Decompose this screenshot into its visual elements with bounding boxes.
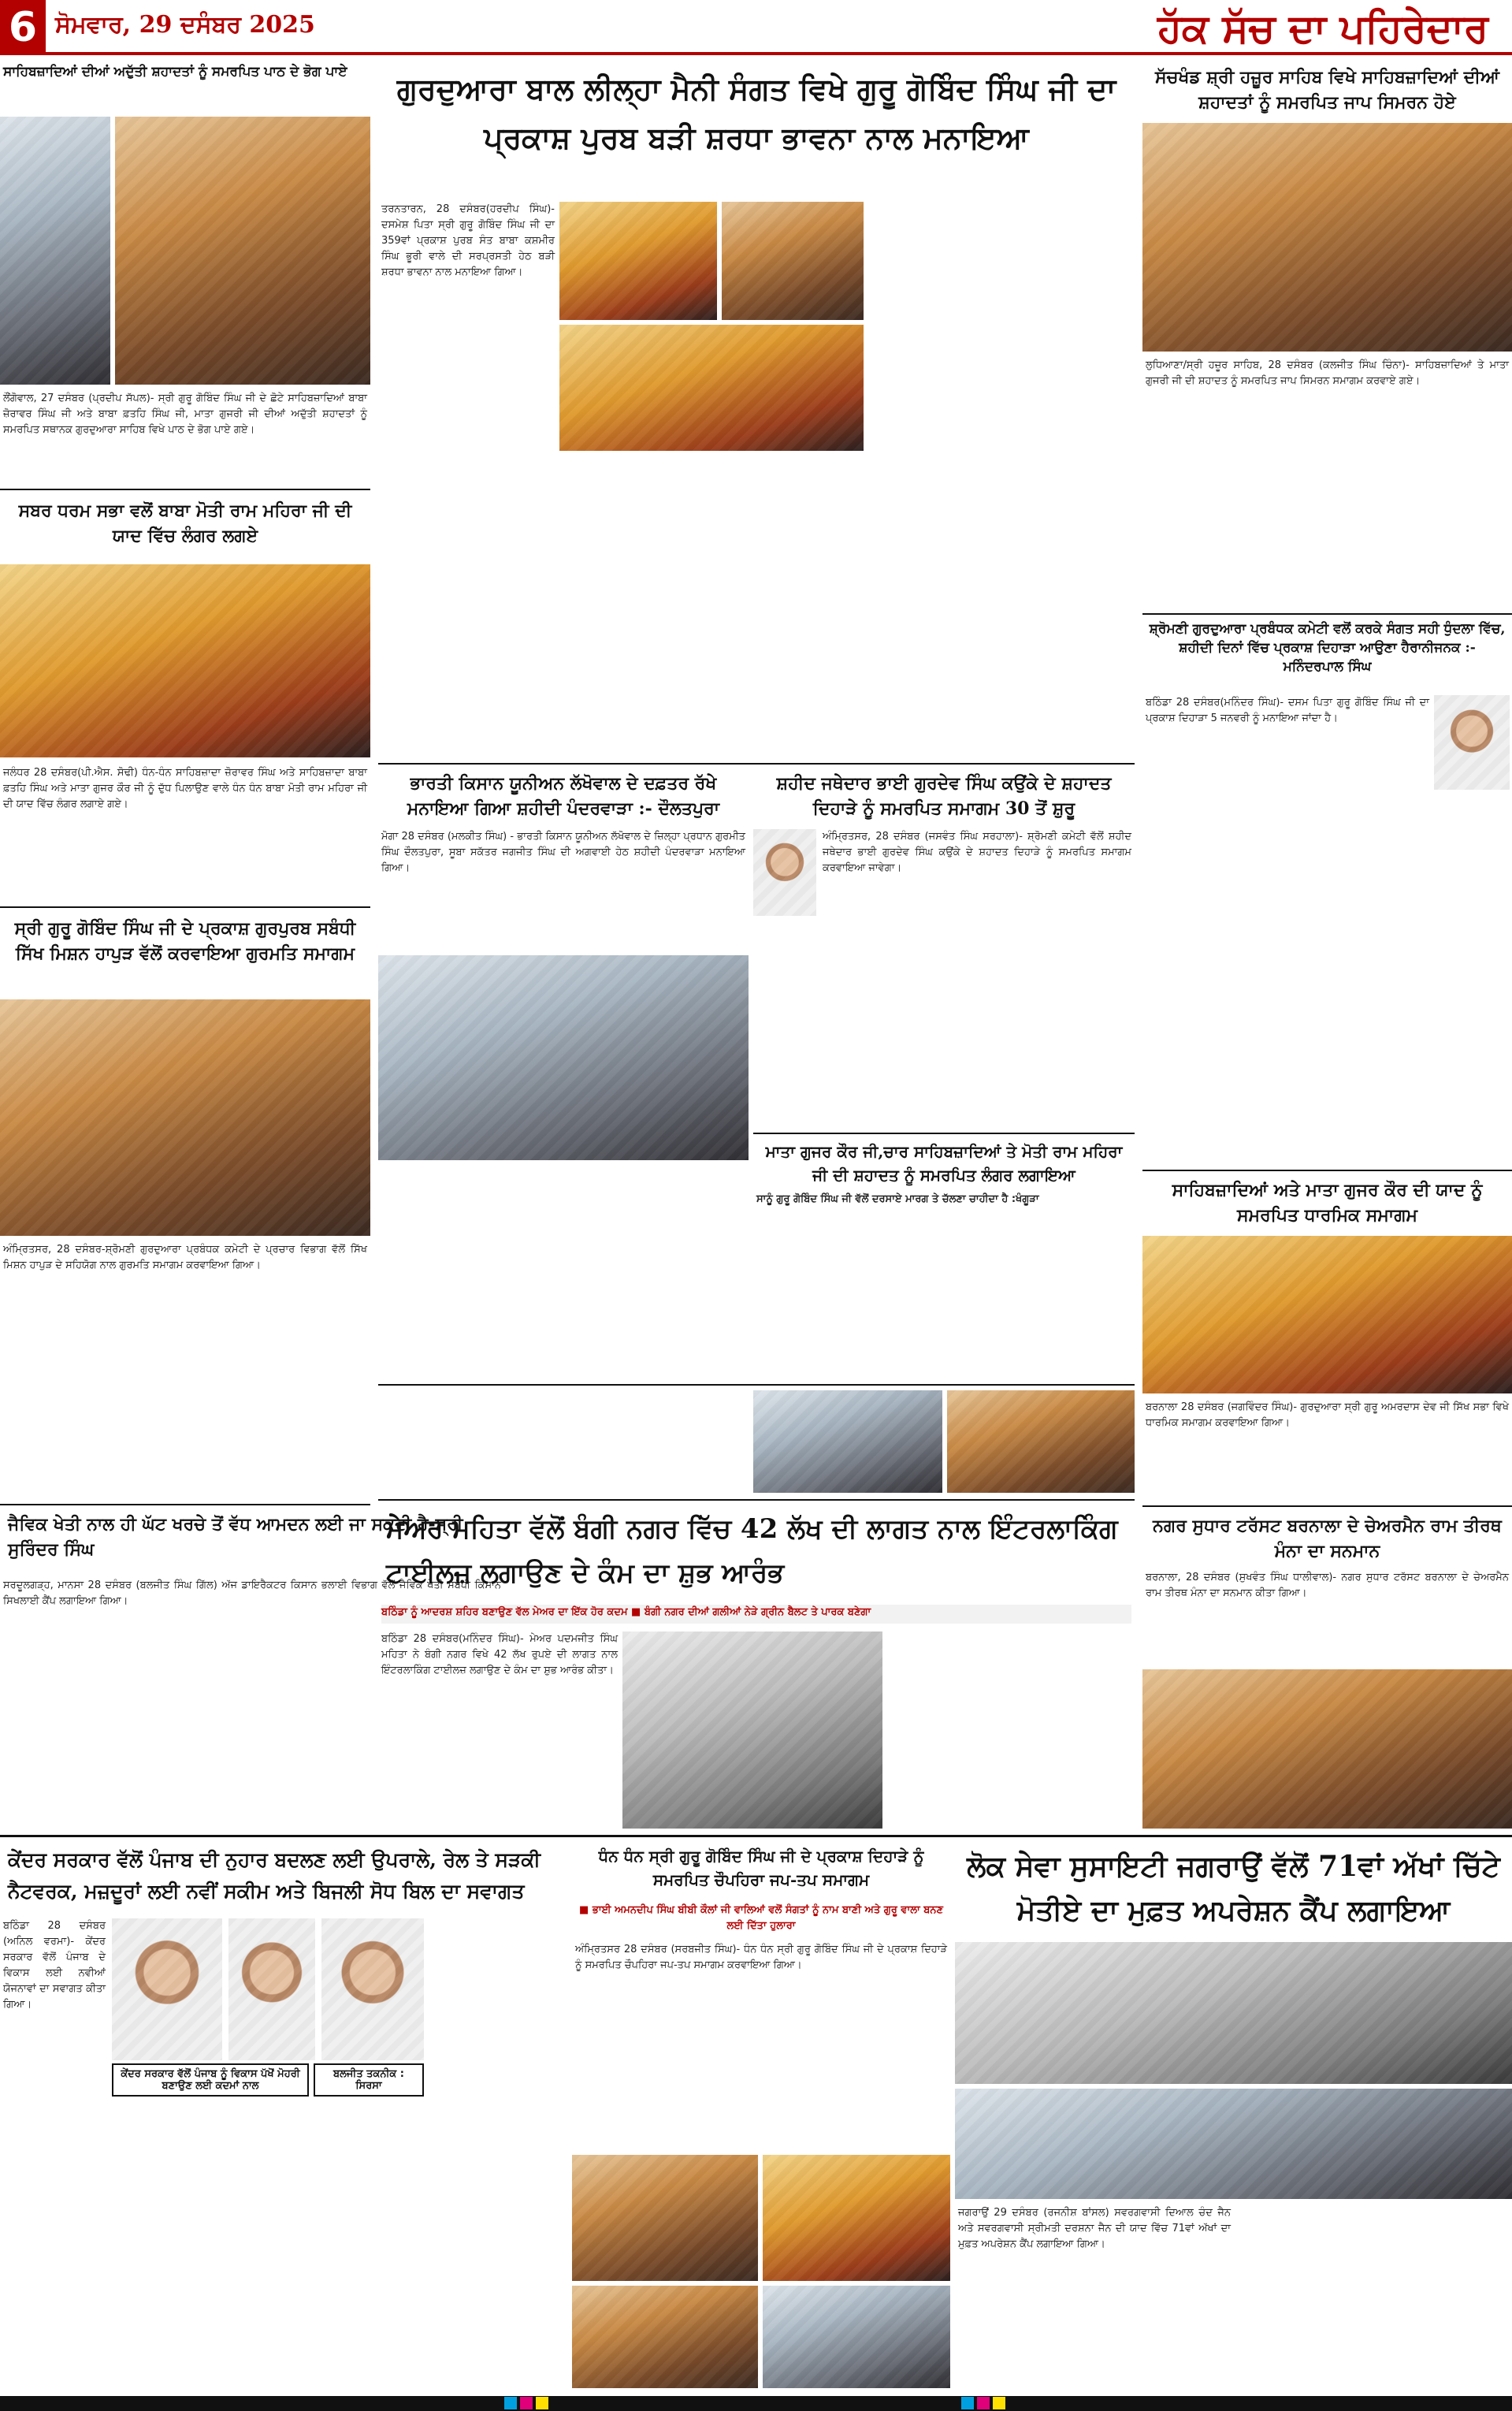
- article-bal-leela: [378, 60, 1135, 761]
- article-body: ਬਰਨਾਲਾ 28 ਦਸੰਬਰ (ਜਗਵਿੰਦਰ ਸਿੰਘ)- ਗੁਰਦੁਆਰਾ ਸ੍ਰੀ ਗੁਰੂ ਅਮਰਦਾਸ ਦੇਵ ਜੀ ਸਿੱਖ ਸਭਾ ਵਿਖੇ ਧਾਰਮਿਕ ਸਮਾਗਮ ਕਰਵਾਇਆ ਗਿਆ।: [1146, 1401, 1509, 1429]
- divider: [0, 1835, 1512, 1837]
- article-photo: [753, 1390, 942, 1493]
- article-headline: ਸ਼੍ਰੋਮਣੀ ਗੁਰਦੁਆਰਾ ਪ੍ਰਬੰਧਕ ਕਮੇਟੀ ਵਲੋਂ ਕਰਕੇ ਸੰਗਤ ਸਹੀ ਧੁੰਦਲਾ ਵਿੱਚ, ਸ਼ਹੀਦੀ ਦਿਨਾਂ ਵਿੱਚ ਪ੍ਰਕਾਸ਼ ਦਿਹਾੜਾ ਆਉਣਾ ਹੈਰਾਨੀਜਨਕ :- ਮਨਿੰਦਰਪਾਲ ਸਿੰਘ: [1149, 621, 1506, 675]
- article-photo: [572, 2155, 758, 2281]
- article-body-continued: [429, 1918, 564, 2383]
- article-photo: [0, 564, 370, 757]
- newspaper-name: ਹੱਕ ਸੱਚ ਦਾ ਪਹਿਰੇਦਾਰ: [1157, 5, 1488, 51]
- article-photo: [763, 2286, 950, 2388]
- article-photo: [947, 1390, 1135, 1493]
- article-body-continued: [1237, 2205, 1509, 2387]
- article-body: ਲੁਧਿਆਣਾ/ਸ੍ਰੀ ਹਜ਼ੂਰ ਸਾਹਿਬ, 28 ਦਸੰਬਰ (ਕਲਜੀਤ ਸਿੰਘ ਚਿੰਨਾ)- ਸਾਹਿਬਜ਼ਾਦਿਆਂ ਤੇ ਮਾਤਾ ਗੁਜਰੀ ਜੀ ਦੀ ਸ਼ਹਾਦਤ ਨੂੰ ਸਮਰਪਿਤ ਜਾਪ ਸਿਮਰਨ ਸਮਾਗਮ ਕਰਵਾਏ ਗਏ।: [1146, 359, 1509, 387]
- article-photo: [1142, 1236, 1512, 1393]
- photo-caption: ਕੇਂਦਰ ਸਰਕਾਰ ਵੱਲੋਂ ਪੰਜਾਬ ਨੂੰ ਵਿਕਾਸ ਪੱਖੋਂ ਮੋਹਰੀ ਬਣਾਉਣ ਲਈ ਕਦਮਾਂ ਨਾਲ: [112, 2063, 309, 2097]
- article-body-continued: [381, 1390, 745, 1493]
- article-headline: ਮੇਅਰ ਮਹਿਤਾ ਵੱਲੋਂ ਬੰਗੀ ਨਗਰ ਵਿੱਚ 42 ਲੱਖ ਦੀ ਲਾਗਤ ਨਾਲ ਇੰਟਰਲਾਕਿੰਗ ਟਾਈਲਜ਼ ਲਗਾਉਣ ਦੇ ਕੰਮ ਦਾ ਸ਼ੁਭ ਆਰੰਭ: [386, 1513, 1118, 1589]
- article-body: ਬਠਿੰਡਾ 28 ਦਸੰਬਰ (ਅਨਿਲ ਵਰਮਾ)- ਕੇਂਦਰ ਸਰਕਾਰ ਵੱਲੋਂ ਪੰਜਾਬ ਦੇ ਵਿਕਾਸ ਲਈ ਨਵੀਆਂ ਯੋਜਨਾਵਾਂ ਦਾ ਸਵਾਗਤ ਕੀਤਾ ਗਿਆ।: [3, 1920, 106, 2011]
- divider: [1142, 613, 1512, 615]
- article-body-continued: [3, 2108, 424, 2383]
- article-body-continued: [559, 458, 864, 694]
- article-headline: ਮਾਤਾ ਗੁਜਰ ਕੌਰ ਜੀ,ਚਾਰ ਸਾਹਿਬਜ਼ਾਦਿਆਂ ਤੇ ਮੋਤੀ ਰਾਮ ਮਹਿਰਾ ਜੀ ਦੀ ਸ਼ਹਾਦਤ ਨੂੰ ਸਮਰਪਿਤ ਲੰਗਰ ਲਗਾਇਆ: [765, 1142, 1123, 1185]
- divider: [1142, 1505, 1512, 1507]
- page-number: 6: [0, 0, 46, 55]
- article-headline: ਸਬਰ ਧਰਮ ਸਭਾ ਵਲੋਂ ਬਾਬਾ ਮੋਤੀ ਰਾਮ ਮਹਿਰਾ ਜੀ ਦੀ ਯਾਦ ਵਿੱਚ ਲੰਗਰ ਲਗਏ: [18, 500, 352, 546]
- article-hazur-sahib: [1142, 60, 1512, 612]
- article-body: ਅੰਮ੍ਰਿਤਸਰ, 28 ਦਸੰਬਰ (ਜਸਵੰਤ ਸਿੰਘ ਸਰਹਾਲਾ)- ਸ਼੍ਰੋਮਣੀ ਕਮੇਟੀ ਵੱਲੋਂ ਸ਼ਹੀਦ ਜਥੇਦਾਰ ਭਾਈ ਗੁਰਦੇਵ ਸਿੰਘ ਕਉਂਕੇ ਦੇ ਸ਼ਹਾਦਤ ਦਿਹਾੜੇ ਨੂੰ ਸਮਰਪਿਤ ਸਮਾਗਮ ਕਰਵਾਇਆ ਜਾਵੇਗਾ।: [823, 831, 1131, 874]
- article-body: ਸਰਦੂਲਗੜ੍ਹ, ਮਾਨਸਾ 28 ਦਸੰਬਰ (ਬਲਜੀਤ ਸਿੰਘ ਗਿੱਲ) ਅੱਜ ਡਾਇਰੈਕਟਰ ਕਿਸਾਨ ਭਲਾਈ ਵਿਭਾਗ ਵੱਲੋਂ ਜੈਵਿਕ ਖੇਤੀ ਸਬੰਧੀ ਕਿਸਾਨ ਸਿਖਲਾਈ ਕੈਂਪ ਲਗਾਇਆ ਗਿਆ।: [3, 1579, 501, 1607]
- article-body-continued: [887, 1632, 1131, 1829]
- article-photo: [228, 1918, 315, 2060]
- article-body: ਮੋਗਾ 28 ਦਸੰਬਰ (ਮਲਕੀਤ ਸਿੰਘ) - ਭਾਰਤੀ ਕਿਸਾਨ ਯੂਨੀਅਨ ਲੱਖੋਵਾਲ ਦੇ ਜ਼ਿਲ੍ਹਾ ਪ੍ਰਧਾਨ ਗੁਰਮੀਤ ਸਿੰਘ ਦੌਲਤਪੁਰਾ, ਸੂਬਾ ਸਕੱਤਰ ਜਗਜੀਤ ਸਿੰਘ ਦੀ ਅਗਵਾਈ ਹੇਠ ਸ਼ਹੀਦੀ ਪੰਦਰਵਾੜਾ ਮਨਾਇਆ ਗਿਆ।: [381, 831, 745, 874]
- registration-mark: [504, 2397, 517, 2409]
- article-sahibzade-bhog: [0, 60, 370, 486]
- article-body: ਬਠਿੰਡਾ 28 ਦਸੰਬਰ(ਮਨਿੰਦਰ ਸਿੰਘ)- ਦਸਮ ਪਿਤਾ ਗੁਰੂ ਗੋਬਿੰਦ ਸਿੰਘ ਜੀ ਦਾ ਪ੍ਰਕਾਸ਼ ਦਿਹਾੜਾ 5 ਜਨਵਰੀ ਨੂੰ ਮਨਾਇਆ ਜਾਂਦਾ ਹੈ।: [1146, 697, 1429, 724]
- article-body: ਸਾਨੂੰ ਗੁਰੂ ਗੋਬਿੰਦ ਸਿੰਘ ਜੀ ਵੱਲੋਂ ਦਰਸਾਏ ਮਾਰਗ ਤੇ ਚੱਲਣਾ ਚਾਹੀਦਾ ਹੈ :ਖੰਗੂੜਾ: [756, 1193, 1039, 1205]
- article-chaupehra-samagam: [572, 1840, 950, 2391]
- photo-caption: ਬਲਜੀਤ ਤਕਨੀਕ : ਸਿਰਸਾ: [314, 2063, 424, 2097]
- article-body-continued: [381, 1168, 745, 1373]
- article-headline: ਸੱਚਖੰਡ ਸ਼੍ਰੀ ਹਜ਼ੂਰ ਸਾਹਿਬ ਵਿਖੇ ਸਾਹਿਬਜ਼ਾਦਿਆਂ ਦੀਆਂ ਸ਼ਹਾਦਤਾਂ ਨੂੰ ਸਮਰਪਿਤ ਜਾਪ ਸਿਮਰਨ ਹੋਏ: [1155, 67, 1499, 113]
- article-photo: [559, 202, 717, 320]
- article-photo: [0, 117, 110, 385]
- divider: [0, 489, 370, 490]
- divider: [378, 1384, 1135, 1386]
- article-photo: [321, 1918, 424, 2060]
- article-eye-camp: [955, 1840, 1512, 2391]
- article-photo: [559, 325, 864, 451]
- article-body: ਲੌਂਗੋਵਾਲ, 27 ਦਸੰਬਰ (ਪ੍ਰਦੀਪ ਸੱਪਲ)- ਸ੍ਰੀ ਗੁਰੂ ਗੋਬਿੰਦ ਸਿੰਘ ਜੀ ਦੇ ਛੋਟੇ ਸਾਹਿਬਜ਼ਾਦਿਆਂ ਬਾਬਾ ਜ਼ੋਰਾਵਰ ਸਿੰਘ ਜੀ ਅਤੇ ਬਾਬਾ ਫ਼ਤਹਿ ਸਿੰਘ ਜੀ, ਮਾਤਾ ਗੁਜਰੀ ਜੀ ਦੀਆਂ ਅਦੁੱਤੀ ਸ਼ਹਾਦਤਾਂ ਨੂੰ ਸਮਰਪਿਤ ਸਥਾਨਕ ਗੁਰਦੁਆਰਾ ਸਾਹਿਬ ਵਿਖੇ ਪਾਠ ਦੇ ਭੋਗ ਪਾਏ ਗਏ।: [3, 393, 367, 436]
- article-sikh-mission-hapur: [0, 911, 370, 1502]
- article-body: ਜਗਰਾਉਂ 29 ਦਸੰਬਰ (ਰਜਨੀਸ਼ ਬਾਂਸਲ) ਸਵਰਗਵਾਸੀ ਦਿਆਲ ਚੰਦ ਜੈਨ ਅਤੇ ਸਵਰਗਵਾਸੀ ਸ੍ਰੀਮਤੀ ਦਰਸ਼ਨਾ ਜੈਨ ਦੀ ਯਾਦ ਵਿੱਚ 71ਵਾਂ ਅੱਖਾਂ ਦਾ ਮੁਫ਼ਤ ਅਪਰੇਸ਼ਨ ਕੈਂਪ ਲਗਾਇਆ ਗਿਆ।: [958, 2207, 1231, 2250]
- article-body: ਤਰਨਤਾਰਨ, 28 ਦਸੰਬਰ(ਹਰਦੀਪ ਸਿੰਘ)- ਦਸਮੇਸ਼ ਪਿਤਾ ਸ੍ਰੀ ਗੁਰੂ ਗੋਬਿੰਦ ਸਿੰਘ ਜੀ ਦਾ 359ਵਾਂ ਪ੍ਰਕਾਸ਼ ਪੁਰਬ ਸੰਤ ਬਾਬਾ ਕਸ਼ਮੀਰ ਸਿੰਘ ਭੂਰੀ ਵਾਲੇ ਦੀ ਸਰਪ੍ਰਸਤੀ ਹੇਠ ਬੜੀ ਸ਼ਰਧਾ ਭਾਵਨਾ ਨਾਲ ਮਨਾਇਆ ਗਿਆ।: [381, 203, 555, 278]
- article-headline: ਭਾਰਤੀ ਕਿਸਾਨ ਯੂਨੀਅਨ ਲੱਖੋਵਾਲ ਦੇ ਦਫ਼ਤਰ ਰੱਖੇ ਮਨਾਇਆ ਗਿਆ ਸ਼ਹੀਦੀ ਪੰਦਰਵਾੜਾ :- ਦੌਲਤਪੁਰਾ: [407, 773, 720, 819]
- divider: [378, 1499, 1135, 1501]
- article-headline: ਸ਼ਹੀਦ ਜਥੇਦਾਰ ਭਾਈ ਗੁਰਦੇਵ ਸਿੰਘ ਕਉਂਕੇ ਦੇ ਸ਼ਹਾਦਤ ਦਿਹਾੜੇ ਨੂੰ ਸਮਰਪਿਤ ਸਮਾਗਮ 30 ਤੋਂ ਸ਼ੁਰੂ: [776, 773, 1112, 819]
- article-headline: ਸ੍ਰੀ ਗੁਰੂ ਗੋਬਿੰਦ ਸਿੰਘ ਜੀ ਦੇ ਪ੍ਰਕਾਸ਼ ਗੁਰਪੁਰਬ ਸਬੰਧੀ ਸਿੱਖ ਮਿਸ਼ਨ ਹਾਪੁੜ ਵੱਲੋਂ ਕਰਵਾਇਆ ਗੁਰਮਤਿ ਸਮਾਗਮ: [14, 918, 356, 964]
- article-photo: [572, 2286, 758, 2388]
- registration-mark: [520, 2397, 533, 2409]
- article-photo: [0, 999, 370, 1236]
- article-center-photos: [378, 1387, 1135, 1498]
- article-body-continued: [868, 202, 1128, 690]
- article-photo: [622, 1632, 882, 1829]
- article-photo: [753, 829, 816, 916]
- article-headline: ਨਗਰ ਸੁਧਾਰ ਟਰੱਸਟ ਬਰਨਾਲਾ ਦੇ ਚੇਅਰਮੈਨ ਰਾਮ ਤੀਰਥ ਮੰਨਾ ਦਾ ਸਨਮਾਨ: [1153, 1516, 1502, 1561]
- article-headline: ਜੈਵਿਕ ਖੇਤੀ ਨਾਲ ਹੀ ਘੱਟ ਖਰਚੇ ਤੋਂ ਵੱਧ ਆਮਦਨ ਲਈ ਜਾ ਸਕਦੀ ਹੈ-ਸ੍ਰੀ ਸੁਰਿੰਦਰ ਸਿੰਘ: [8, 1514, 463, 1560]
- article-ram-tirath-manna: [1142, 1509, 1512, 1833]
- article-central-govt-punjab: [0, 1840, 567, 2391]
- article-headline: ਸਾਹਿਬਜ਼ਾਦਿਆਂ ਅਤੇ ਮਾਤਾ ਗੁਜਰ ਕੌਰ ਦੀ ਯਾਦ ਨੂੰ ਸਮਰਪਿਤ ਧਾਰਮਿਕ ਸਮਾਗਮ: [1172, 1180, 1483, 1226]
- article-body: ਅੰਮ੍ਰਿਤਸਰ, 28 ਦਸੰਬਰ-ਸ਼੍ਰੋਮਣੀ ਗੁਰਦੁਆਰਾ ਪ੍ਰਬੰਧਕ ਕਮੇਟੀ ਦੇ ਪ੍ਰਚਾਰ ਵਿਭਾਗ ਵੱਲੋਂ ਸਿੱਖ ਮਿਸ਼ਨ ਹਾਪੁੜ ਦੇ ਸਹਿਯੋਗ ਨਾਲ ਗੁਰਮਤਿ ਸਮਾਗਮ ਕਰਵਾਇਆ ਗਿਆ।: [3, 1244, 367, 1271]
- article-mayor-mehta: [378, 1502, 1135, 1833]
- registration-mark: [977, 2397, 990, 2409]
- article-subhead: ਬਠਿੰਡਾ ਨੂੰ ਆਦਰਸ਼ ਸ਼ਹਿਰ ਬਣਾਉਣ ਵੱਲ ਮੇਅਰ ਦਾ ਇੱਕ ਹੋਰ ਕਦਮ ■ ਬੰਗੀ ਨਗਰ ਦੀਆਂ ਗਲੀਆਂ ਨੇੜੇ ਗ੍ਰੀਨ ਬੈਲਟ ਤੇ ਪਾਰਕ ਬਣੇਗਾ: [381, 1605, 1131, 1624]
- article-photo: [763, 2155, 950, 2281]
- article-body: ਜਲੰਧਰ 28 ਦਸੰਬਰ(ਪੀ.ਐਸ. ਸੋਢੀ) ਧੰਨ-ਧੰਨ ਸਾਹਿਬਜ਼ਾਦਾ ਜ਼ੋਰਾਵਰ ਸਿੰਘ ਅਤੇ ਸਾਹਿਬਜ਼ਾਦਾ ਬਾਬਾ ਫ਼ਤਹਿ ਸਿੰਘ ਅਤੇ ਮਾਤਾ ਗੁਜਰ ਕੌਰ ਜੀ ਨੂੰ ਦੁੱਧ ਪਿਲਾਉਣ ਵਾਲੇ ਧੰਨ ਧੰਨ ਬਾਬਾ ਮੋਤੀ ਰਾਮ ਮਹਿਰਾ ਜੀ ਦੀ ਯਾਦ ਵਿੱਚ ਲੰਗਰ ਲਗਾਏ ਗਏ।: [3, 767, 367, 810]
- article-sgpc-prakash: [1142, 616, 1512, 1168]
- article-photo: [378, 955, 749, 1160]
- article-subhead: ■ ਭਾਈ ਅਮਨਦੀਪ ਸਿੰਘ ਬੀਬੀ ਕੌਲਾਂ ਜੀ ਵਾਲਿਆਂ ਵਲੋਂ ਸੰਗਤਾਂ ਨੂੰ ਨਾਮ ਬਾਣੀ ਅਤੇ ਗੁਰੂ ਵਾਲਾ ਬਨਣ ਲਈ ਦਿੱਤਾ ਹੁਲਾਰਾ: [579, 1904, 943, 1932]
- article-photo: [722, 202, 864, 320]
- masthead: [0, 0, 1512, 55]
- article-body: ਬਠਿੰਡਾ 28 ਦਸੰਬਰ(ਮਨਿੰਦਰ ਸਿੰਘ)- ਮੇਅਰ ਪਦਮਜੀਤ ਸਿੰਘ ਮਹਿਤਾ ਨੇ ਬੰਗੀ ਨਗਰ ਵਿਖੇ 42 ਲੱਖ ਰੁਪਏ ਦੀ ਲਾਗਤ ਨਾਲ ਇੰਟਰਲਾਕਿੰਗ ਟਾਈਲਜ਼ ਲਗਾਉਣ ਦੇ ਕੰਮ ਦਾ ਸ਼ੁਭ ਆਰੰਭ ਕੀਤਾ।: [381, 1633, 618, 1676]
- article-photo: [115, 117, 370, 385]
- article-photo: [955, 1942, 1512, 2084]
- article-photo: [955, 2089, 1512, 2199]
- article-gurdev-singh-kaunke: [753, 766, 1135, 1381]
- article-headline: ਸਾਹਿਬਜ਼ਾਦਿਆਂ ਦੀਆਂ ਅਦੁੱਤੀ ਸ਼ਹਾਦਤਾਂ ਨੂੰ ਸਮਰਪਿਤ ਪਾਠ ਦੇ ਭੋਗ ਪਾਏ: [3, 64, 347, 80]
- publication-date: ਸੋਮਵਾਰ, 29 ਦਸੰਬਰ 2025: [55, 11, 315, 39]
- article-bku-lakhowal: [378, 766, 749, 1381]
- divider: [378, 763, 1135, 765]
- newspaper-logo: [1157, 5, 1488, 52]
- divider: [0, 906, 370, 908]
- article-headline: ਲੋਕ ਸੇਵਾ ਸੁਸਾਇਟੀ ਜਗਰਾਉਂ ਵੱਲੋਂ 71ਵਾਂ ਅੱਖਾਂ ਚਿੱਟੇ ਮੋਤੀਏ ਦਾ ਮੁਫ਼ਤ ਅਪਰੇਸ਼ਨ ਕੈਂਪ ਲਗਾਇਆ: [967, 1850, 1500, 1927]
- article-photo: [1142, 123, 1512, 352]
- article-baba-moti-ram: [0, 493, 370, 840]
- article-headline: ਗੁਰਦੁਆਰਾ ਬਾਲ ਲੀਲ੍ਹਾ ਮੈਨੀ ਸੰਗਤ ਵਿਖੇ ਗੁਰੂ ਗੋਬਿੰਦ ਸਿੰਘ ਜੀ ਦਾ ਪ੍ਰਕਾਸ਼ ਪੁਰਬ ਬੜੀ ਸ਼ਰਧਾ ਭਾਵਨਾ ਨਾਲ ਮਨਾਇਆ: [396, 71, 1116, 155]
- article-body: ਅੰਮ੍ਰਿਤਸਰ 28 ਦਸੰਬਰ (ਸਰਬਜੀਤ ਸਿੰਘ)- ਧੰਨ ਧੰਨ ਸ੍ਰੀ ਗੁਰੂ ਗੋਬਿੰਦ ਸਿੰਘ ਜੀ ਦੇ ਪ੍ਰਕਾਸ਼ ਦਿਹਾੜੇ ਨੂੰ ਸਮਰਪਿਤ ਚੌਪਹਿਰਾ ਜਪ-ਤਪ ਸਮਾਗਮ ਕਰਵਾਇਆ ਗਿਆ।: [575, 1944, 947, 1971]
- article-mata-gujar-kaur-samagam: [1142, 1173, 1512, 1504]
- article-photo: [112, 1918, 222, 2060]
- registration-mark: [536, 2397, 548, 2409]
- article-headline: ਧੰਨ ਧੰਨ ਸ੍ਰੀ ਗੁਰੂ ਗੋਬਿੰਦ ਸਿੰਘ ਜੀ ਦੇ ਪ੍ਰਕਾਸ਼ ਦਿਹਾੜੇ ਨੂੰ ਸਮਰਪਿਤ ਚੌਪਹਿਰਾ ਜਪ-ਤਪ ਸਮਾਗਮ: [598, 1847, 924, 1889]
- article-photo: [1142, 1669, 1512, 1829]
- registration-mark: [961, 2397, 974, 2409]
- divider: [1142, 1170, 1512, 1171]
- divider: [753, 1133, 1135, 1134]
- article-headline: ਕੇਂਦਰ ਸਰਕਾਰ ਵੱਲੋਂ ਪੰਜਾਬ ਦੀ ਨੁਹਾਰ ਬਦਲਣ ਲਈ ਉਪਰਾਲੇ, ਰੇਲ ਤੇ ਸੜਕੀ ਨੈਟਵਰਕ, ਮਜ਼ਦੂਰਾਂ ਲਈ ਨਵੀਂ ਸਕੀਮ ਅਤੇ ਬਿਜਲੀ ਸੋਧ ਬਿਲ ਦਾ ਸਵਾਗਤ: [8, 1848, 541, 1903]
- footer-bar: [0, 2396, 1512, 2411]
- article-body: ਬਰਨਾਲਾ, 28 ਦਸੰਬਰ (ਸੁਖਵੰਤ ਸਿੰਘ ਧਾਲੀਵਾਲ)- ਨਗਰ ਸੁਧਾਰ ਟਰੱਸਟ ਬਰਨਾਲਾ ਦੇ ਚੇਅਰਮੈਨ ਰਾਮ ਤੀਰਥ ਮੰਨਾ ਦਾ ਸਨਮਾਨ ਕੀਤਾ ਗਿਆ।: [1146, 1572, 1509, 1599]
- article-photo: [1434, 695, 1510, 790]
- registration-mark: [993, 2397, 1005, 2409]
- divider: [0, 1504, 370, 1505]
